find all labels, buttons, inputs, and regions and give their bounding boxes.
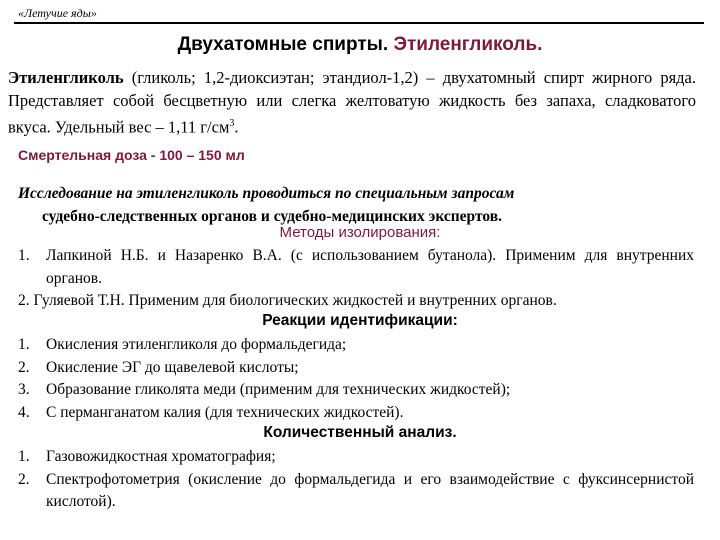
- reactions-list: [18, 334, 694, 424]
- methods-list: [18, 245, 694, 313]
- list-item-text: С перманганатом калия (для технических жидкостей).: [46, 403, 404, 421]
- methods-heading: Методы изолирования:: [279, 224, 441, 241]
- list-item-number: 2.: [18, 358, 30, 376]
- list-item: [18, 402, 694, 425]
- intro-term: Этиленгликоль: [8, 68, 124, 87]
- header-label: «Летучие яды»: [18, 6, 97, 20]
- list-item: [18, 245, 694, 290]
- intro-text: (гликоль; 1,2-диоксиэтан; этандиол-1,2) – двухатомный спирт жирного ряда. Представляет собой бесцветную или слегка желтоватую жидкость без запаха, сладковатого вкуса. Удельный вес – 1,11 г/см: [8, 68, 696, 137]
- intro-paragraph: [8, 66, 696, 139]
- list-item: [18, 379, 694, 402]
- list-item-number: 4.: [18, 403, 30, 421]
- list-item-number: 2.: [18, 292, 30, 309]
- study-line-2: судебно-следственных органов и судебно-медицинских экспертов.: [42, 208, 502, 225]
- list-item: [18, 334, 694, 357]
- intro-end: .: [234, 117, 239, 137]
- list-item: [18, 357, 694, 380]
- intro-superscript: 3: [229, 118, 235, 129]
- title-accent: Этиленгликоль.: [393, 34, 543, 55]
- quantitative-heading: Количественный анализ.: [263, 424, 457, 441]
- lethal-dose: Смертельная доза - 100 – 150 мл: [18, 147, 245, 163]
- list-item-number: 3.: [18, 381, 30, 398]
- list-item: [18, 446, 694, 469]
- list-item-text: Лапкиной Н.Б. и Назаренко В.А. (с использованием бутанола). Применим для внутренних органов.: [46, 247, 694, 287]
- list-item-text: Окисления этиленгликоля до формальдегида;: [46, 336, 347, 353]
- list-item: [18, 290, 694, 313]
- list-item-number: 1.: [18, 336, 30, 353]
- list-item-number: 1.: [18, 448, 30, 465]
- list-item-text: Гуляевой Т.Н. Применим для биологических жидкостей и внутренних органов.: [33, 292, 557, 309]
- page-title: [0, 34, 720, 56]
- list-item: [18, 469, 694, 514]
- list-item-number: 2.: [18, 470, 30, 488]
- list-item-text: Спектрофотометрия (окисление до формальдегида и его взаимодействие с фуксинсернистой кислотой).: [46, 470, 694, 510]
- header-divider: [14, 22, 704, 24]
- list-item-text: Образование гликолята меди (применим для технических жидкостей);: [46, 381, 511, 398]
- study-note: [18, 182, 694, 228]
- list-item-number: 1.: [18, 247, 30, 264]
- reactions-heading: Реакции идентификации:: [262, 312, 458, 329]
- list-item-text: Окисление ЭГ до щавелевой кислоты;: [46, 358, 299, 376]
- quantitative-list: [18, 446, 694, 514]
- list-item-text: Газовожидкостная хроматография;: [46, 448, 276, 465]
- study-line-1: Исследование на этиленгликоль проводиться по специальным запросам: [18, 185, 515, 202]
- title-main: Двухатомные спирты.: [177, 34, 389, 55]
